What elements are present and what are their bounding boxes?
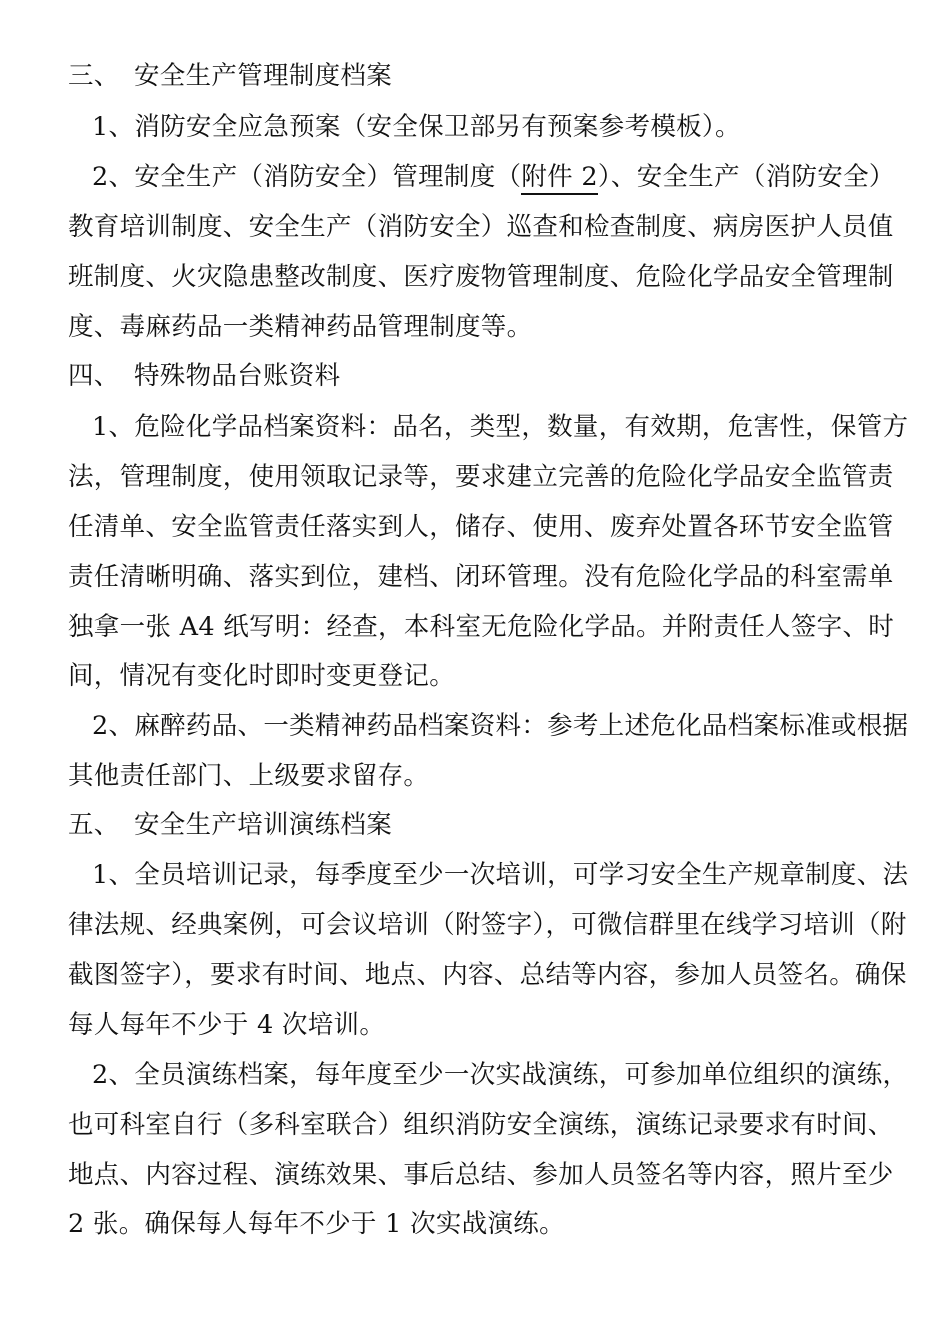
section-3-item-2-text-b: ）、安全生产（消防安全）: [597, 162, 895, 192]
section-4-item-1-line-2: 法，管理制度，使用领取记录等，要求建立完善的危险化学品安全监管责: [68, 462, 894, 492]
section-5-item-1-line-3: 截图签字），要求有时间、地点、内容、总结等内容，参加人员签名。确保: [68, 960, 907, 990]
section-3-item-1: 1、消防安全应急预案（安全保卫部另有预案参考模板）。: [92, 112, 741, 142]
section-5-number: 五、: [68, 810, 120, 840]
section-5-heading: [68, 810, 884, 840]
section-3-item-2-line-1: [68, 162, 895, 192]
section-5-item-1-line-2: 律法规、经典案例，可会议培训（附签字），可微信群里在线学习培训（附: [68, 910, 907, 940]
section-4-title: 特殊物品台账资料: [134, 361, 341, 391]
section-4-item-1-line-5: 独拿一张 A4 纸写明：经查，本科室无危险化学品。并附责任人签字、时: [68, 612, 895, 642]
section-3-item-2-text-a: 2、安全生产（消防安全）管理制度（: [92, 162, 522, 192]
section-4-item-2-line-1: 2、麻醉药品、一类精神药品档案资料：参考上述危化品档案标准或根据: [92, 711, 909, 741]
section-5-title: 安全生产培训演练档案: [134, 810, 393, 840]
section-5-item-1-line-1: 1、全员培训记录，每季度至少一次培训，可学习安全生产规章制度、法: [92, 860, 909, 890]
section-4-item-1-line-4: 责任清晰明确、落实到位，建档、闭环管理。没有危险化学品的科室需单: [68, 562, 894, 592]
section-3-item-2-line-3: 班制度、火灾隐患整改制度、医疗废物管理制度、危险化学品安全管理制: [68, 262, 894, 292]
attachment-2-reference: 附件 2: [521, 162, 598, 195]
section-3-item-2-line-4: 度、毒麻药品一类精神药品管理制度等。: [68, 312, 533, 342]
section-3-heading: [68, 61, 884, 91]
section-5-item-2-line-1: 2、全员演练档案，每年度至少一次实战演练，可参加单位组织的演练，: [92, 1060, 909, 1090]
section-4-item-1-line-1: 1、危险化学品档案资料：品名，类型，数量，有效期，危害性，保管方: [92, 412, 909, 442]
section-5-item-1-line-4: 每人每年不少于 4 次培训。: [68, 1010, 386, 1040]
section-3-number: 三、: [68, 61, 120, 91]
section-4-item-1-line-3: 任清单、安全监管责任落实到人，储存、使用、废弃处置各环节安全监管: [68, 512, 894, 542]
section-4-number: 四、: [68, 361, 120, 391]
section-3-title: 安全生产管理制度档案: [134, 61, 393, 91]
section-4-item-1-line-6: 间，情况有变化时即时变更登记。: [68, 661, 456, 691]
section-4-heading: [68, 361, 884, 391]
section-5-item-2-line-4: 2 张。确保每人每年不少于 1 次实战演练。: [68, 1209, 565, 1239]
section-5-item-2-line-3: 地点、内容过程、演练效果、事后总结、参加人员签名等内容，照片至少: [68, 1160, 894, 1190]
section-5-item-2-line-2: 也可科室自行（多科室联合）组织消防安全演练，演练记录要求有时间、: [68, 1110, 894, 1140]
section-3-item-2-line-2: 教育培训制度、安全生产（消防安全）巡查和检查制度、病房医护人员值: [68, 212, 894, 242]
section-4-item-2-line-2: 其他责任部门、上级要求留存。: [68, 761, 430, 791]
